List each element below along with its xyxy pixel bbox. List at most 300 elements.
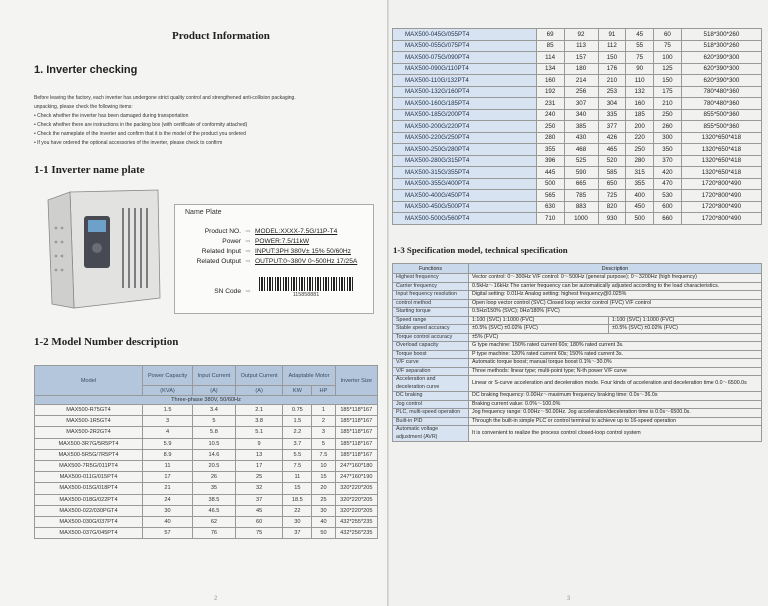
model-cell: MAX500-315G/355PT4 (393, 167, 537, 179)
model-cell: MAX500-220G/250PT4 (393, 132, 537, 144)
spec-row (393, 376, 762, 392)
value-cell: 3 (312, 427, 335, 438)
value-cell: 3.7 (283, 438, 312, 449)
value-cell: 62 (193, 516, 236, 527)
value-cell: 565 (536, 190, 564, 202)
value-cell: 500 (536, 178, 564, 190)
value-cell: 1720*800*490 (681, 190, 761, 202)
table-row (35, 416, 378, 427)
value-cell: 3 (143, 416, 193, 427)
value-cell: 214 (564, 75, 598, 87)
np-row: Related Input ➡ INPUT:3PH 380V± 15% 50/60Hz (201, 248, 351, 255)
spec-description: Vector control: 0～300Hz V/F control: 0～500Hz (general purpose); 0～3200Hz (high frequency) (469, 274, 762, 283)
value-cell: 5.8 (193, 427, 236, 438)
value-cell: 468 (564, 144, 598, 156)
table-row (393, 98, 762, 110)
spec-description: Open loop vector control (SVC) Closed loop vector control (FVC) V/F control (469, 299, 762, 308)
spec-row (393, 274, 762, 283)
value-cell: 45 (626, 29, 654, 41)
value-cell: 240 (536, 109, 564, 121)
spec-description: 0.5kHz～16kHz The carrier frequency can be automatically adjusted according to the load characteristics. (469, 282, 762, 291)
table-row (35, 427, 378, 438)
table-row (35, 516, 378, 527)
value-cell: 132 (626, 86, 654, 98)
table-row (393, 178, 762, 190)
model-cell: MAX500-030G/037PT4 (35, 516, 143, 527)
model-cell: MAX500-045G/055PT4 (393, 29, 537, 41)
value-cell: 780*480*360 (681, 98, 761, 110)
table-units: (KVA) (A) (A) KW HP (35, 386, 378, 396)
value-cell: 3.8 (235, 416, 283, 427)
spec-description-2: ±0.5% (SVC) ±0.02% (FVC) (609, 325, 762, 334)
value-cell: 590 (564, 167, 598, 179)
spec-function: Speed range (393, 316, 469, 325)
spec-function: Stable speed accuracy (393, 325, 469, 334)
value-cell: 350 (654, 144, 682, 156)
spec-function: Torque boost (393, 350, 469, 359)
value-cell: 75 (654, 40, 682, 52)
model-cell: MAX500-1R5GT4 (35, 416, 143, 427)
value-cell: 210 (598, 75, 626, 87)
value-cell: 525 (564, 155, 598, 167)
model-cell: MAX500-015G/018PT4 (35, 483, 143, 494)
value-cell: 30 (312, 505, 335, 516)
inverter-image (40, 186, 164, 312)
value-cell: 192 (536, 86, 564, 98)
col-model: Model (35, 366, 143, 396)
spec-description: Automatic torque boost; manual torque boost 0.1%～30.0% (469, 359, 762, 368)
spec-description: Linear or S-curve acceleration and deceleration mode. Four kinds of acceleration and deceleration time 0.0～6500.0s (469, 376, 762, 392)
value-cell: 855*500*360 (681, 109, 761, 121)
spec-description: Jog frequency range: 0.00Hz～50.00Hz. Jog acceleration/deceleration time is 0.0s～6500.0s. (469, 409, 762, 418)
value-cell: 185*118*167 (335, 405, 377, 416)
value-cell: 25 (312, 494, 335, 505)
value-cell: 465 (598, 144, 626, 156)
spec-function: Torque control accuracy (393, 333, 469, 342)
value-cell: 315 (626, 167, 654, 179)
spec-description: Through the built-in simple PLC or control terminal to achieve up to 16-speed operation (469, 417, 762, 426)
value-cell: 112 (598, 40, 626, 52)
intro-text: Before leaving the factory, each inverter has undergone strict quality control and strengthened anti-collision packaging. unpacking, please check the following items: • Check whether the inverter has been damaged during transportation • Check whether there are instructions in the packing box (with certificate of conformity attached) • Check the nameplate of the inverter and confirm that it is the model of the product you ordered • If you have ordered the optional accessories of the inverter, please check to confirm (34, 95, 296, 146)
spec-row (393, 282, 762, 291)
value-cell: 420 (654, 167, 682, 179)
value-cell: 32 (235, 483, 283, 494)
value-cell: 176 (598, 63, 626, 75)
value-cell: 400 (626, 190, 654, 202)
model-number-heading: 1-2 Model Number description (34, 336, 179, 348)
value-cell: 18.5 (283, 494, 312, 505)
table-row (393, 75, 762, 87)
value-cell: 11 (283, 472, 312, 483)
table-row (393, 213, 762, 225)
spec-row (393, 409, 762, 418)
value-cell: 210 (654, 98, 682, 110)
value-cell: 1.5 (283, 416, 312, 427)
value-cell: 5.1 (235, 427, 283, 438)
spec-row (393, 291, 762, 300)
table-row (393, 29, 762, 41)
barcode (259, 277, 353, 291)
arrow-icon: ➡ (245, 288, 251, 295)
value-cell: 530 (654, 190, 682, 202)
model-cell: MAX500-200G/220PT4 (393, 121, 537, 133)
value-cell: 185*118*167 (335, 416, 377, 427)
table-row (393, 52, 762, 64)
spec-description: 1:100 (SVC) 1:1000 (FVC) (469, 316, 609, 325)
table-row (393, 201, 762, 213)
name-plate (174, 204, 374, 314)
spec-function: V/F curve (393, 359, 469, 368)
value-cell: 125 (654, 63, 682, 75)
value-cell: 37 (235, 494, 283, 505)
value-cell: 450 (626, 201, 654, 213)
model-rows-continued (393, 29, 762, 225)
arrow-icon: ➡ (245, 248, 251, 255)
value-cell: 1000 (564, 213, 598, 225)
value-cell: 157 (564, 52, 598, 64)
value-cell: 307 (564, 98, 598, 110)
spec-function: Highest frequency (393, 274, 469, 283)
value-cell: 10 (312, 460, 335, 471)
value-cell: 200 (626, 121, 654, 133)
value-cell: 60 (654, 29, 682, 41)
np-row: Product NO. ➡ MODEL:XXXX-7.5G/11P-T4 (204, 228, 338, 235)
model-number-table (34, 365, 378, 539)
value-cell: 1.5 (143, 405, 193, 416)
value-cell: 2.1 (235, 405, 283, 416)
value-cell: 370 (654, 155, 682, 167)
value-cell: 445 (536, 167, 564, 179)
value-cell: 665 (564, 178, 598, 190)
table-row (393, 155, 762, 167)
name-plate-heading: 1-1 Inverter name plate (34, 164, 145, 176)
table-row (35, 472, 378, 483)
spec-function: Jog control (393, 400, 469, 409)
spec-description: DC braking frequency: 0.00Hz～maximum frequency braking time: 0.0s～36.0s (469, 392, 762, 401)
model-cell: MAX500-280G/315PT4 (393, 155, 537, 167)
spec-header: Functions Description (393, 264, 762, 274)
value-cell: 620*390*300 (681, 63, 761, 75)
value-cell: 250 (536, 121, 564, 133)
value-cell: 320*220*205 (335, 505, 377, 516)
value-cell: 396 (536, 155, 564, 167)
value-cell: 1720*800*490 (681, 201, 761, 213)
spec-description: G type machine: 150% rated current 60s; 180% rated current 3s. (469, 342, 762, 351)
spec-description: ±0.5% (SVC) ±0.02% (FVC) (469, 325, 609, 334)
spec-function: PLC, multi-speed operation (393, 409, 469, 418)
value-cell: 280 (536, 132, 564, 144)
value-cell: 22 (283, 505, 312, 516)
value-cell: 650 (598, 178, 626, 190)
value-cell: 426 (598, 132, 626, 144)
value-cell: 430 (564, 132, 598, 144)
model-cell: MAX500-018G/022PT4 (35, 494, 143, 505)
spec-description: 0.5Hz/150% (SVC); 0Hz/180% (FVC) (469, 308, 762, 317)
table-row (35, 483, 378, 494)
value-cell: 9 (235, 438, 283, 449)
model-table-continued (392, 28, 762, 225)
value-cell: 40 (312, 516, 335, 527)
spec-function: Built-in PID (393, 417, 469, 426)
value-cell: 150 (598, 52, 626, 64)
value-cell: 5 (193, 416, 236, 427)
value-cell: 14.6 (193, 449, 236, 460)
spec-table (392, 263, 762, 442)
spec-description: Braking current value: 0.0%～100.0% (469, 400, 762, 409)
model-cell: MAX500-3R7G/5R5PT4 (35, 438, 143, 449)
value-cell: 280 (626, 155, 654, 167)
spec-description: It is convenient to realize the process control closed-loop control system (469, 426, 762, 442)
model-cell: MAX500-500G/560PT4 (393, 213, 537, 225)
value-cell: 24 (143, 494, 193, 505)
np-row: Related Output ➡ OUTPUT:0~380V 0~500Hz 17/25A (196, 258, 358, 265)
value-cell: 185*118*167 (335, 438, 377, 449)
value-cell: 40 (143, 516, 193, 527)
value-cell: 110 (626, 75, 654, 87)
value-cell: 518*300*260 (681, 29, 761, 41)
spec-rows (393, 274, 762, 442)
value-cell: 520 (598, 155, 626, 167)
value-cell: 50 (312, 528, 335, 539)
model-cell: MAX500-5R5G/7R5PT4 (35, 449, 143, 460)
model-cell: MAX500-037G/045PT4 (35, 528, 143, 539)
value-cell: 231 (536, 98, 564, 110)
table-row (35, 449, 378, 460)
value-cell: 21 (143, 483, 193, 494)
spec-function: Input frequency resolution (393, 291, 469, 300)
table-row (393, 132, 762, 144)
model-cell: MAX500-R75GT4 (35, 405, 143, 416)
value-cell: 335 (598, 109, 626, 121)
voltage-band: Three-phase 380V, 50/60Hz (35, 396, 378, 405)
value-cell: 1720*800*490 (681, 178, 761, 190)
model-cell: MAX500-160G/185PT4 (393, 98, 537, 110)
table-row (393, 167, 762, 179)
value-cell: 100 (654, 52, 682, 64)
spec-function: control method (393, 299, 469, 308)
np-row: Power ➡ POWER:7.5/11kW (222, 238, 310, 245)
value-cell: 13 (235, 449, 283, 460)
spec-description-2: 1:100 (SVC) 1:1000 (FVC) (609, 316, 762, 325)
value-cell: 60 (235, 516, 283, 527)
value-cell: 4 (143, 427, 193, 438)
value-cell: 160 (626, 98, 654, 110)
table-row (393, 109, 762, 121)
value-cell: 5.9 (143, 438, 193, 449)
value-cell: 75 (235, 528, 283, 539)
value-cell: 37 (283, 528, 312, 539)
value-cell: 432*256*235 (335, 528, 377, 539)
spec-function: Overload capacity (393, 342, 469, 351)
spec-description: P type machine: 120% rated current 60s; 150% rated current 3s. (469, 350, 762, 359)
value-cell: 17 (143, 472, 193, 483)
spec-function: V/F separation (393, 367, 469, 376)
value-cell: 377 (598, 121, 626, 133)
value-cell: 85 (536, 40, 564, 52)
value-cell: 660 (654, 213, 682, 225)
inverter-checking-heading: 1. Inverter checking (34, 64, 138, 76)
spec-description: Digital setting: 0.01Hz Analog setting: highest frequency@0.025% (469, 291, 762, 300)
spec-function: Automatic voltage adjustment (AVR) (393, 426, 469, 442)
value-cell: 220 (626, 132, 654, 144)
value-cell: 385 (564, 121, 598, 133)
model-cell: MAX500-250G/280PT4 (393, 144, 537, 156)
model-cell: MAX500-110G/132PT4 (393, 75, 537, 87)
table-row (35, 438, 378, 449)
table-row (393, 63, 762, 75)
value-cell: 600 (654, 201, 682, 213)
model-cell: MAX500-400G/450PT4 (393, 190, 537, 202)
table-row (393, 144, 762, 156)
model-cell: MAX500-185G/200PT4 (393, 109, 537, 121)
value-cell: 620*390*300 (681, 52, 761, 64)
value-cell: 500 (626, 213, 654, 225)
spec-description: ±5% (FVC) (469, 333, 762, 342)
model-rows (35, 405, 378, 539)
value-cell: 185*118*167 (335, 449, 377, 460)
barcode-number: 115858881 (292, 292, 320, 298)
value-cell: 585 (598, 167, 626, 179)
value-cell: 320*220*205 (335, 483, 377, 494)
spec-row (393, 426, 762, 442)
value-cell: 320*220*205 (335, 494, 377, 505)
value-cell: 725 (598, 190, 626, 202)
value-cell: 15 (312, 472, 335, 483)
value-cell: 69 (536, 29, 564, 41)
model-cell: MAX500-022/030PGT4 (35, 505, 143, 516)
value-cell: 0.75 (283, 405, 312, 416)
value-cell: 470 (654, 178, 682, 190)
table-row (35, 494, 378, 505)
value-cell: 11 (143, 460, 193, 471)
value-cell: 1320*650*418 (681, 155, 761, 167)
value-cell: 30 (283, 516, 312, 527)
value-cell: 820 (598, 201, 626, 213)
value-cell: 75 (626, 52, 654, 64)
value-cell: 1320*650*418 (681, 132, 761, 144)
spec-row (393, 299, 762, 308)
value-cell: 5.5 (283, 449, 312, 460)
table-row (393, 86, 762, 98)
arrow-icon: ➡ (245, 258, 251, 265)
value-cell: 113 (564, 40, 598, 52)
product-information-title: Product Information (172, 30, 270, 42)
value-cell: 114 (536, 52, 564, 64)
spec-function: DC braking (393, 392, 469, 401)
spec-heading: 1-3 Specification model, technical specification (393, 245, 568, 255)
table-row (393, 190, 762, 202)
arrow-icon: ➡ (245, 238, 251, 245)
value-cell: 7.5 (312, 449, 335, 460)
value-cell: 2 (312, 416, 335, 427)
model-cell: MAX500-2R2GT4 (35, 427, 143, 438)
value-cell: 253 (598, 86, 626, 98)
name-plate-title: Name Plate (185, 209, 222, 216)
value-cell: 92 (564, 29, 598, 41)
value-cell: 175 (654, 86, 682, 98)
spec-row (393, 400, 762, 409)
value-cell: 1320*650*418 (681, 144, 761, 156)
value-cell: 1720*800*490 (681, 213, 761, 225)
value-cell: 1 (312, 405, 335, 416)
value-cell: 3.4 (193, 405, 236, 416)
value-cell: 26 (193, 472, 236, 483)
page-number-right: 3 (567, 596, 571, 602)
spec-row (393, 417, 762, 426)
spec-function: Carrier frequency (393, 282, 469, 291)
name-plate-rows (183, 227, 373, 267)
spec-row (393, 333, 762, 342)
model-cell: MAX500-011G/015PT4 (35, 472, 143, 483)
spec-row (393, 308, 762, 317)
model-cell: MAX500-7R5G/011PT4 (35, 460, 143, 471)
value-cell: 15 (283, 483, 312, 494)
value-cell: 432*255*235 (335, 516, 377, 527)
table-row (35, 460, 378, 471)
value-cell: 855*500*360 (681, 121, 761, 133)
value-cell: 260 (654, 121, 682, 133)
spec-row (393, 316, 762, 325)
value-cell: 340 (564, 109, 598, 121)
spec-function: Starting torque (393, 308, 469, 317)
value-cell: 38.5 (193, 494, 236, 505)
spec-row (393, 367, 762, 376)
value-cell: 20.5 (193, 460, 236, 471)
table-row (35, 528, 378, 539)
table-row (393, 40, 762, 52)
value-cell: 185*118*167 (335, 427, 377, 438)
model-cell: MAX500-055G/075PT4 (393, 40, 537, 52)
table-row (393, 121, 762, 133)
value-cell: 91 (598, 29, 626, 41)
value-cell: 55 (626, 40, 654, 52)
value-cell: 46.5 (193, 505, 236, 516)
value-cell: 2.2 (283, 427, 312, 438)
value-cell: 17 (235, 460, 283, 471)
spec-row (393, 325, 762, 334)
value-cell: 247*160*190 (335, 472, 377, 483)
value-cell: 304 (598, 98, 626, 110)
model-cell: MAX500-090G/110PT4 (393, 63, 537, 75)
sn-row: SN Code ➡ (183, 287, 255, 295)
value-cell: 5 (312, 438, 335, 449)
value-cell: 185 (626, 109, 654, 121)
value-cell: 25 (235, 472, 283, 483)
value-cell: 710 (536, 213, 564, 225)
page-number-left: 2 (214, 596, 218, 602)
spec-row (393, 350, 762, 359)
spec-row (393, 342, 762, 351)
value-cell: 57 (143, 528, 193, 539)
value-cell: 1320*650*418 (681, 167, 761, 179)
value-cell: 247*160*180 (335, 460, 377, 471)
value-cell: 30 (143, 505, 193, 516)
value-cell: 930 (598, 213, 626, 225)
value-cell: 250 (626, 144, 654, 156)
spec-row (393, 359, 762, 368)
spec-description: Three methods: linear type; multi-point type; N-th power V/F curve (469, 367, 762, 376)
value-cell: 45 (235, 505, 283, 516)
value-cell: 630 (536, 201, 564, 213)
value-cell: 76 (193, 528, 236, 539)
value-cell: 20 (312, 483, 335, 494)
value-cell: 160 (536, 75, 564, 87)
value-cell: 10.5 (193, 438, 236, 449)
model-cell: MAX500-132G/160PT4 (393, 86, 537, 98)
value-cell: 785 (564, 190, 598, 202)
table-header: Model Power Capacity Input Current Output Current Adaptable Motor Inverter Size (35, 366, 378, 386)
model-cell: MAX500-450G/500PT4 (393, 201, 537, 213)
